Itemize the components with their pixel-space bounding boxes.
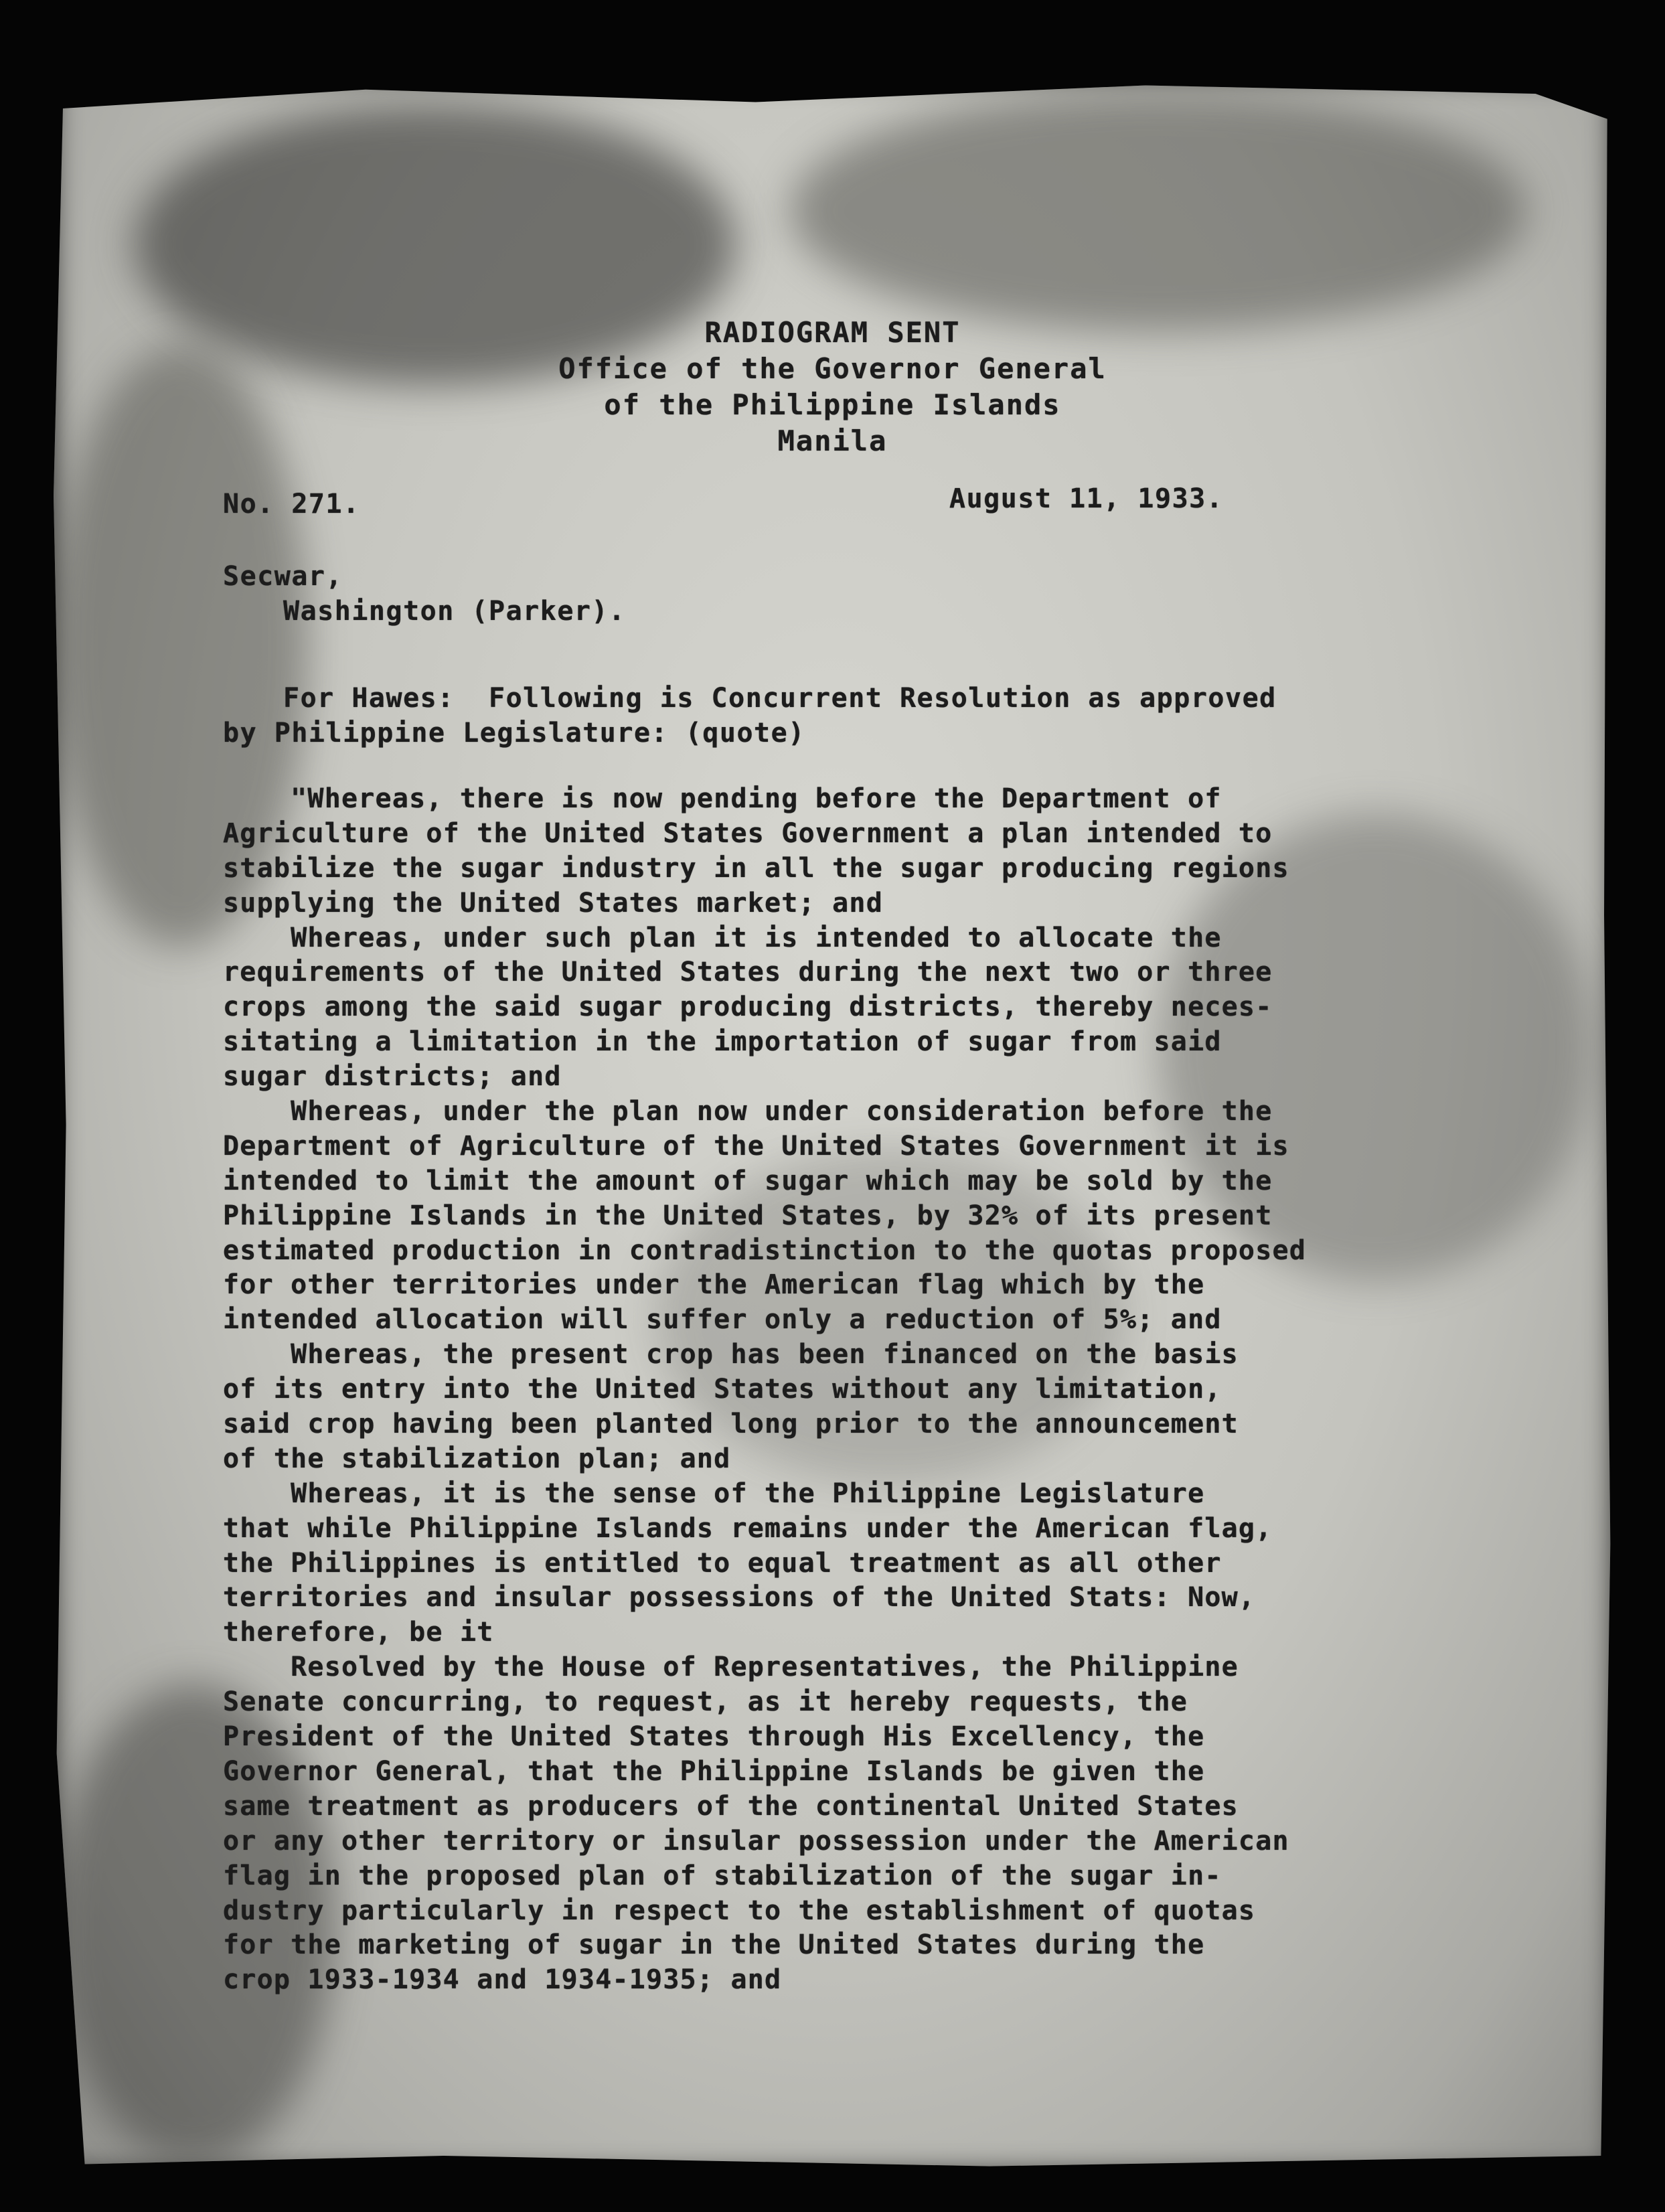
body-line: crop 1933-1934 and 1934-1935; and bbox=[223, 1964, 782, 1996]
body-line: Senate concurring, to request, as it hereby requests, the bbox=[223, 1686, 1188, 1718]
body-line: crops among the said sugar producing districts, thereby neces- bbox=[223, 992, 1273, 1023]
addressee-location: Washington (Parker). bbox=[283, 596, 626, 627]
body-line: supplying the United States market; and bbox=[223, 887, 883, 919]
body-line: Whereas, it is the sense of the Philippine Legislature bbox=[223, 1478, 1205, 1509]
intro-line: For Hawes: Following is Concurrent Resolution as approved bbox=[283, 683, 1277, 714]
body-line: sitating a limitation in the importation of sugar from said bbox=[223, 1026, 1222, 1058]
body-line: of the stabilization plan; and bbox=[223, 1443, 731, 1474]
body-line: Philippine Islands in the United States, by 32% of its present bbox=[223, 1200, 1273, 1231]
body-line: President of the United States through His Excellency, the bbox=[223, 1721, 1205, 1753]
islands-line: of the Philippine Islands bbox=[604, 388, 1061, 421]
body-line: territories and insular possessions of the United Stats: Now, bbox=[223, 1582, 1256, 1613]
body-line: flag in the proposed plan of stabilization of the sugar in- bbox=[223, 1860, 1222, 1891]
body-line: of its entry into the United States without any limitation, bbox=[223, 1374, 1222, 1405]
paper-stain bbox=[790, 90, 1526, 331]
body-line: that while Philippine Islands remains under the American flag, bbox=[223, 1512, 1273, 1544]
office-line: Office of the Governor General bbox=[558, 352, 1107, 385]
body-line: estimated production in contradistinction to the quotas proposed bbox=[223, 1235, 1307, 1266]
body-line: Whereas, the present crop has been financed on the basis bbox=[223, 1339, 1239, 1370]
body-line: Department of Agriculture of the United States Government it is bbox=[223, 1130, 1289, 1162]
body-line: dustry particularly in respect to the establishment of quotas bbox=[223, 1895, 1256, 1926]
body-line: therefore, be it bbox=[223, 1617, 494, 1648]
body-line: intended to limit the amount of sugar which may be sold by the bbox=[223, 1165, 1273, 1196]
document-title: RADIOGRAM SENT bbox=[704, 316, 961, 349]
radiogram-number: No. 271. bbox=[223, 489, 360, 520]
body-line: Resolved by the House of Representatives, the Philippine bbox=[223, 1652, 1239, 1683]
body-line: Whereas, under such plan it is intended to allocate the bbox=[223, 922, 1222, 953]
city-line: Manila bbox=[777, 424, 888, 457]
body-line: said crop having been planted long prior to the announcement bbox=[223, 1409, 1239, 1440]
body-line: stabilize the sugar industry in all the sugar producing regions bbox=[223, 852, 1289, 884]
addressee-line: Secwar, bbox=[223, 561, 343, 592]
body-line: or any other territory or insular possession under the American bbox=[223, 1825, 1289, 1856]
body-line: Whereas, under the plan now under consideration before the bbox=[223, 1096, 1273, 1127]
body-line: Governor General, that the Philippine Islands be given the bbox=[223, 1755, 1205, 1787]
body-line: "Whereas, there is now pending before the Department of bbox=[223, 783, 1222, 814]
body-line: Agriculture of the United States Government a plan intended to bbox=[223, 817, 1273, 849]
body-line: intended allocation will suffer only a reduction of 5%; and bbox=[223, 1304, 1222, 1336]
radiogram-date: August 11, 1933. bbox=[949, 483, 1224, 514]
body-line: requirements of the United States during the next two or three bbox=[223, 957, 1273, 988]
intro-line: by Philippine Legislature: (quote) bbox=[223, 718, 805, 748]
body-line: sugar districts; and bbox=[223, 1061, 562, 1093]
resolution-body bbox=[223, 782, 1306, 1998]
body-line: for other territories under the American flag which by the bbox=[223, 1269, 1205, 1301]
body-line: for the marketing of sugar in the United States during the bbox=[223, 1929, 1205, 1961]
body-line: the Philippines is entitled to equal treatment as all other bbox=[223, 1547, 1222, 1579]
body-line: same treatment as producers of the continental United States bbox=[223, 1790, 1239, 1822]
